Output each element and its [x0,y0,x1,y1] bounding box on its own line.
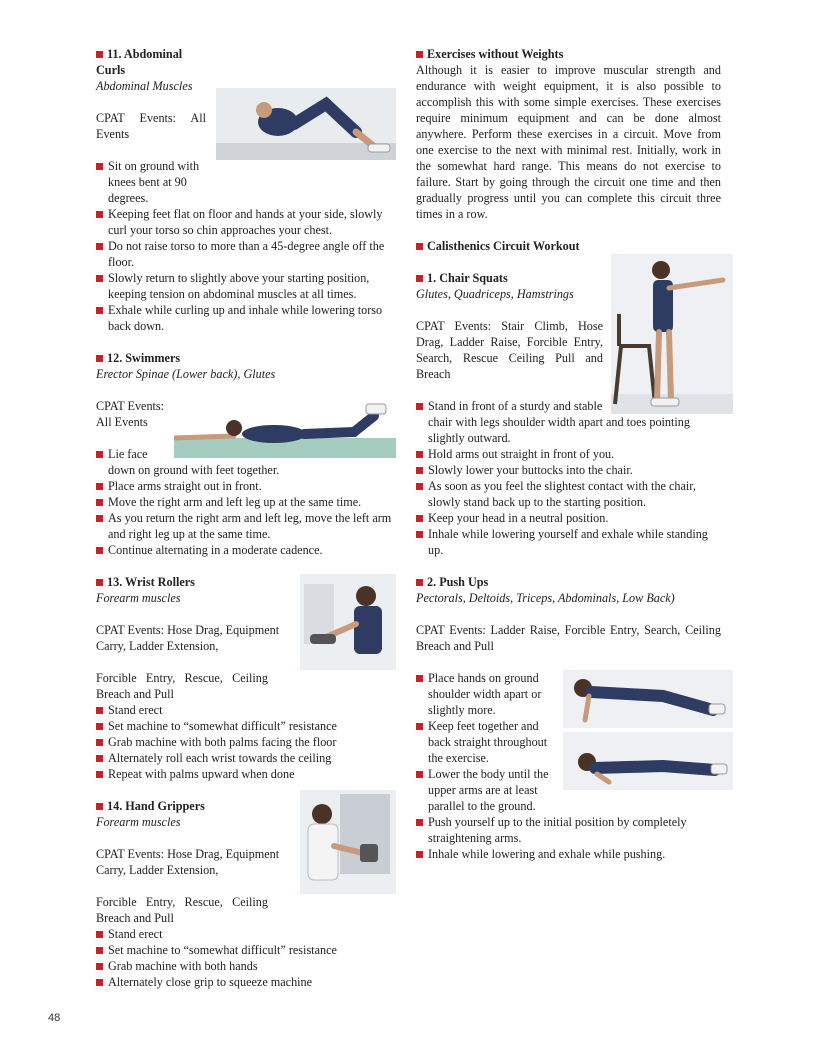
photo-swimmers [174,398,396,458]
section-wrist-rollers [96,574,396,782]
cpat-events-line2: Forcible Entry, Rescue, Ceiling Breach and Pull [96,671,268,701]
bullet-item: Lower the body until the upper arms are at least parallel to the ground. [416,766,721,814]
bullet-square-icon [96,515,103,522]
section-hand-grippers [96,798,396,990]
cpat-events: CPAT Events: Ladder Raise, Forcible Entry, Search, Ceiling Breach and Pull [416,623,721,653]
bullet-square-icon [416,579,423,586]
bullet-item: Stand in front of a sturdy and stable chair with legs shoulder width apart and toes pointing slightly outward. [416,398,721,446]
muscle-group: Forearm muscles [96,591,181,605]
bullet-square-icon [96,499,103,506]
bullet-square-icon [96,579,103,586]
section-title: 12. Swimmers [96,350,396,366]
cpat-events: CPAT Events: Stair Climb, Hose Drag, Ladder Raise, Forcible Entry, Search, Rescue Ceiling Pull and Breach [416,319,603,381]
section-swimmers [96,350,396,558]
cpat-events-line1: CPAT Events: Hose Drag, Equipment Carry, Ladder Extension, [96,847,280,877]
section-push-ups [416,574,721,862]
bullet-square-icon [96,723,103,730]
photo-push-ups [563,670,733,794]
section-title: 13. Wrist Rollers [96,574,396,590]
bullet-item: Repeat with palms upward when done [96,766,396,782]
bullet-square-icon [416,243,423,250]
bullet-item: Set machine to “somewhat difficult” resistance [96,942,396,958]
bullet-item: Inhale while lowering and exhale while pushing. [416,846,721,862]
swimmers-illustration [174,398,396,458]
bullet-item: Exhale while curling up and inhale while lowering torso back down. [96,302,396,334]
bullet-item: Grab machine with both hands [96,958,396,974]
bullet-item: Stand erect [96,926,396,942]
bullet-square-icon [416,675,423,682]
bullet-square-icon [96,355,103,362]
bullet-item: Grab machine with both palms facing the floor [96,734,396,750]
cpat-events-line1: CPAT Events: [96,399,165,413]
section-exercises-without-weights [416,46,721,222]
bullet-square-icon [96,707,103,714]
bullet-item: Keep your head in a neutral position. [416,510,721,526]
left-column [96,46,396,990]
bullet-square-icon [416,451,423,458]
bullet-item: As you return the right arm and left leg, move the left arm and right leg up at the same time. [96,510,396,542]
bullet-square-icon [416,275,423,282]
photo-chair-squats [611,254,733,414]
bullet-square-icon [416,467,423,474]
bullet-square-icon [96,771,103,778]
right-column [416,46,721,862]
page-number: 48 [48,1012,61,1024]
bullet-square-icon [96,211,103,218]
bullet-square-icon [96,755,103,762]
bullet-item: Sit on ground with knees bent at 90 degrees. [96,158,208,206]
cpat-events-line2: Forcible Entry, Rescue, Ceiling Breach and Pull [96,895,268,925]
abdominal-curl-illustration [216,88,396,160]
section-title: 1. Chair Squats [416,270,721,286]
wrist-rollers-illustration [300,574,396,670]
bullet-item: Do not raise torso to more than a 45-degree angle off the floor. [96,238,396,270]
bullet-item: Lie face down on ground with feet together. [96,446,396,478]
muscle-group: Forearm muscles [96,815,181,829]
bullet-item: Push yourself up to the initial position by completely straightening arms. [416,814,721,846]
muscle-group: Abdominal Muscles [96,79,193,93]
muscle-group: Erector Spinae (Lower back), Glutes [96,367,276,381]
section-title: 14. Hand Grippers [96,798,396,814]
bullet-square-icon [96,483,103,490]
bullet-square-icon [416,851,423,858]
section-title: Exercises without Weights [416,46,721,62]
section-title: 11. Abdominal Curls [96,47,183,77]
bullet-square-icon [96,947,103,954]
bullet-square-icon [416,771,423,778]
bullet-item: Stand erect [96,702,396,718]
bullet-square-icon [416,723,423,730]
bullet-square-icon [96,163,103,170]
bullet-item: Keep feet together and back straight throughout the exercise. [416,718,721,766]
photo-abdominal-curls [216,88,396,160]
bullet-item: Place hands on ground shoulder width apart or slightly more. [416,670,721,718]
bullet-item: Alternately close grip to squeeze machine [96,974,396,990]
bullet-item: Inhale while lowering yourself and exhale while standing up. [416,526,721,558]
bullet-item: Hold arms out straight in front of you. [416,446,721,462]
bullet-square-icon [416,531,423,538]
bullet-item: Continue alternating in a moderate cadence. [96,542,396,558]
hand-grippers-illustration [300,790,396,894]
bullet-square-icon [96,243,103,250]
muscle-group: Pectorals, Deltoids, Triceps, Abdominals, Low Back) [416,591,675,605]
photo-hand-grippers [300,790,396,894]
bullet-square-icon [416,483,423,490]
bullet-square-icon [96,275,103,282]
cpat-events: CPAT Events: All Events [96,111,206,141]
bullet-square-icon [416,51,423,58]
section-title: 2. Push Ups [416,574,721,590]
calisthenics-title: Calisthenics Circuit Workout [416,238,721,254]
photo-wrist-rollers [300,574,396,670]
bullet-square-icon [96,307,103,314]
section-abdominal-curls [96,46,396,334]
bullet-item: Keeping feet flat on floor and hands at your side, slowly curl your torso so chin approaches your chest. [96,206,396,238]
push-ups-illustration [563,670,733,790]
bullet-square-icon [416,819,423,826]
bullet-item: Set machine to “somewhat difficult” resistance [96,718,396,734]
bullet-square-icon [96,979,103,986]
bullet-square-icon [96,963,103,970]
bullet-square-icon [96,51,103,58]
bullet-item: Slowly lower your buttocks into the chair. [416,462,721,478]
intro-paragraph: Although it is easier to improve muscular strength and endurance with weight equipment, it is also possible to accomplish this with some simple exercises. These exercises require minimum equipment and can be done almost anywhere. Perform these exercises in a circuit. Move from one exercise to the next with minimal rest. Initially, work in the somewhat hard range. This means do not exercise to failure. Start by going through the circuit one time and then gradually progress until you can complete this circuit three times in a row. [416,63,721,221]
bullet-square-icon [96,931,103,938]
section-chair-squats [416,270,721,558]
bullet-square-icon [96,803,103,810]
bullet-item: Move the right arm and left leg up at the same time. [96,494,396,510]
bullet-square-icon [96,547,103,554]
cpat-events-line2: All Events [96,415,148,429]
chair-squats-illustration [611,254,733,414]
bullet-square-icon [96,451,103,458]
bullet-item: Slowly return to slightly above your starting position, keeping tension on abdominal muscles at all times. [96,270,396,302]
bullet-square-icon [416,403,423,410]
bullet-item: As soon as you feel the slightest contact with the chair, slowly stand back up to the starting position. [416,478,721,510]
bullet-square-icon [416,515,423,522]
bullet-item: Place arms straight out in front. [96,478,396,494]
muscle-group: Glutes, Quadriceps, Hamstrings [416,287,574,301]
bullet-square-icon [96,739,103,746]
cpat-events-line1: CPAT Events: Hose Drag, Equipment Carry, Ladder Extension, [96,623,280,653]
bullet-item: Alternately roll each wrist towards the ceiling [96,750,396,766]
